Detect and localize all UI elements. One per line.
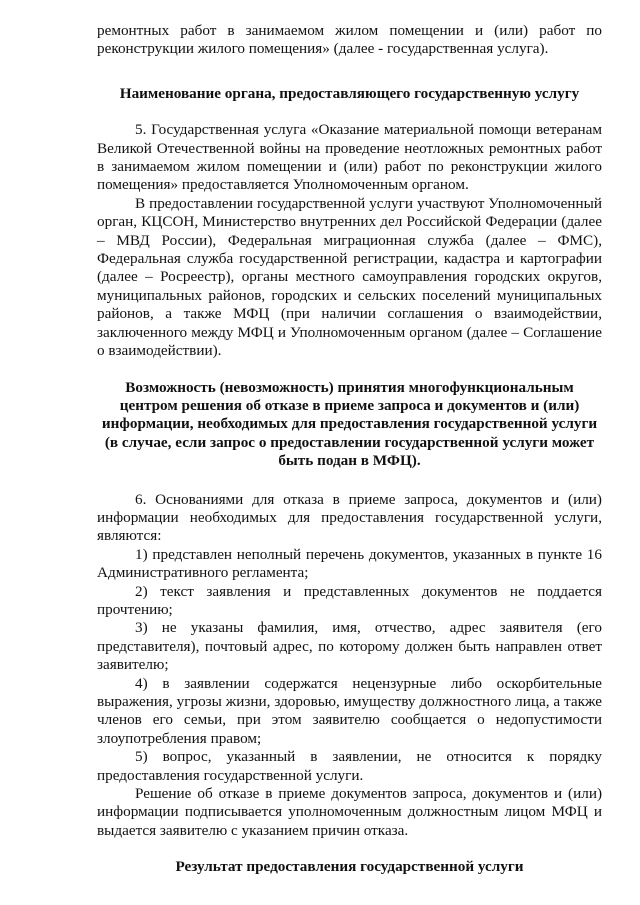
heading-line: информации, необходимых для предоставления государственной услуги — [101, 415, 598, 433]
paragraph-decision: Решение об отказе в приеме документов запроса, документов и (или) информации подписывается уполномоченным должностным лицом МФЦ и выдается заявителю с указанием причин отказа. — [97, 785, 602, 839]
list-item: 2) текст заявления и представленных документов не поддается прочтению; — [97, 582, 602, 618]
document-page — [97, 22, 602, 877]
paragraph-5: 5. Государственная услуга «Оказание материальной помощи ветеранам Великой Отечественной войны на проведение неотложных ремонтных работ в занимаемом жилом помещении и (или) работ по реконструкции жилого помещения» предоставляется Уполномоченным органом. — [97, 121, 602, 194]
heading-line: (в случае, если запрос о предоставлении государственной услуги может — [104, 433, 595, 451]
paragraph-6: 6. Основаниями для отказа в приеме запроса, документов и (или) информации необходимых для предоставления государственной услуги, являются: — [97, 490, 602, 545]
section-heading-refusal — [97, 379, 602, 471]
list-item: 1) представлен неполный перечень документов, указанных в пункте 16 Административного регламента; — [97, 545, 602, 582]
section-heading-result: Результат предоставления государственной услуги — [175, 858, 524, 876]
list-item: 3) не указаны фамилия, имя, отчество, адрес заявителя (его представителя), почтовый адрес, по которому должен быть направлен ответ заявителю; — [97, 619, 602, 674]
heading-line: быть подан в МФЦ). — [278, 452, 421, 470]
section-heading-authority: Наименование органа, предоставляющего государственную услугу — [119, 84, 580, 102]
intro-paragraph: ремонтных работ в занимаемом жилом помещении и (или) работ по реконструкции жилого помещения» (далее - государственная услуга). — [97, 22, 602, 58]
list-item: 5) вопрос, указанный в заявлении, не относится к порядку предоставления государственной услуги. — [97, 748, 602, 784]
heading-line: Возможность (невозможность) принятия многофункциональным — [125, 378, 574, 396]
list-item: 4) в заявлении содержатся нецензурные либо оскорбительные выражения, угрозы жизни, здоровью, имуществу должностного лица, а также членов его семьи, при этом заявителю сообщается о недопустимости злоупотребления правом; — [97, 674, 602, 747]
heading-line: центром решения об отказе в приеме запроса и документов и (или) — [119, 396, 580, 414]
paragraph-participants: В предоставлении государственной услуги участвуют Уполномоченный орган, КЦСОН, Министерство внутренних дел Российской Федерации (далее – МВД России), Федеральная миграционная служба (далее – ФМС), Федеральная служба государственной регистрации, кадастра и картографии (далее – Росреестр), органы местного самоуправления городских округов, муниципальных районов, городских и сельских поселений муниципальных районов, а также МФЦ (при наличии соглашения о взаимодействии, заключенного между МФЦ и Уполномоченным органом (далее – Соглашение о взаимодействии). — [97, 194, 602, 360]
